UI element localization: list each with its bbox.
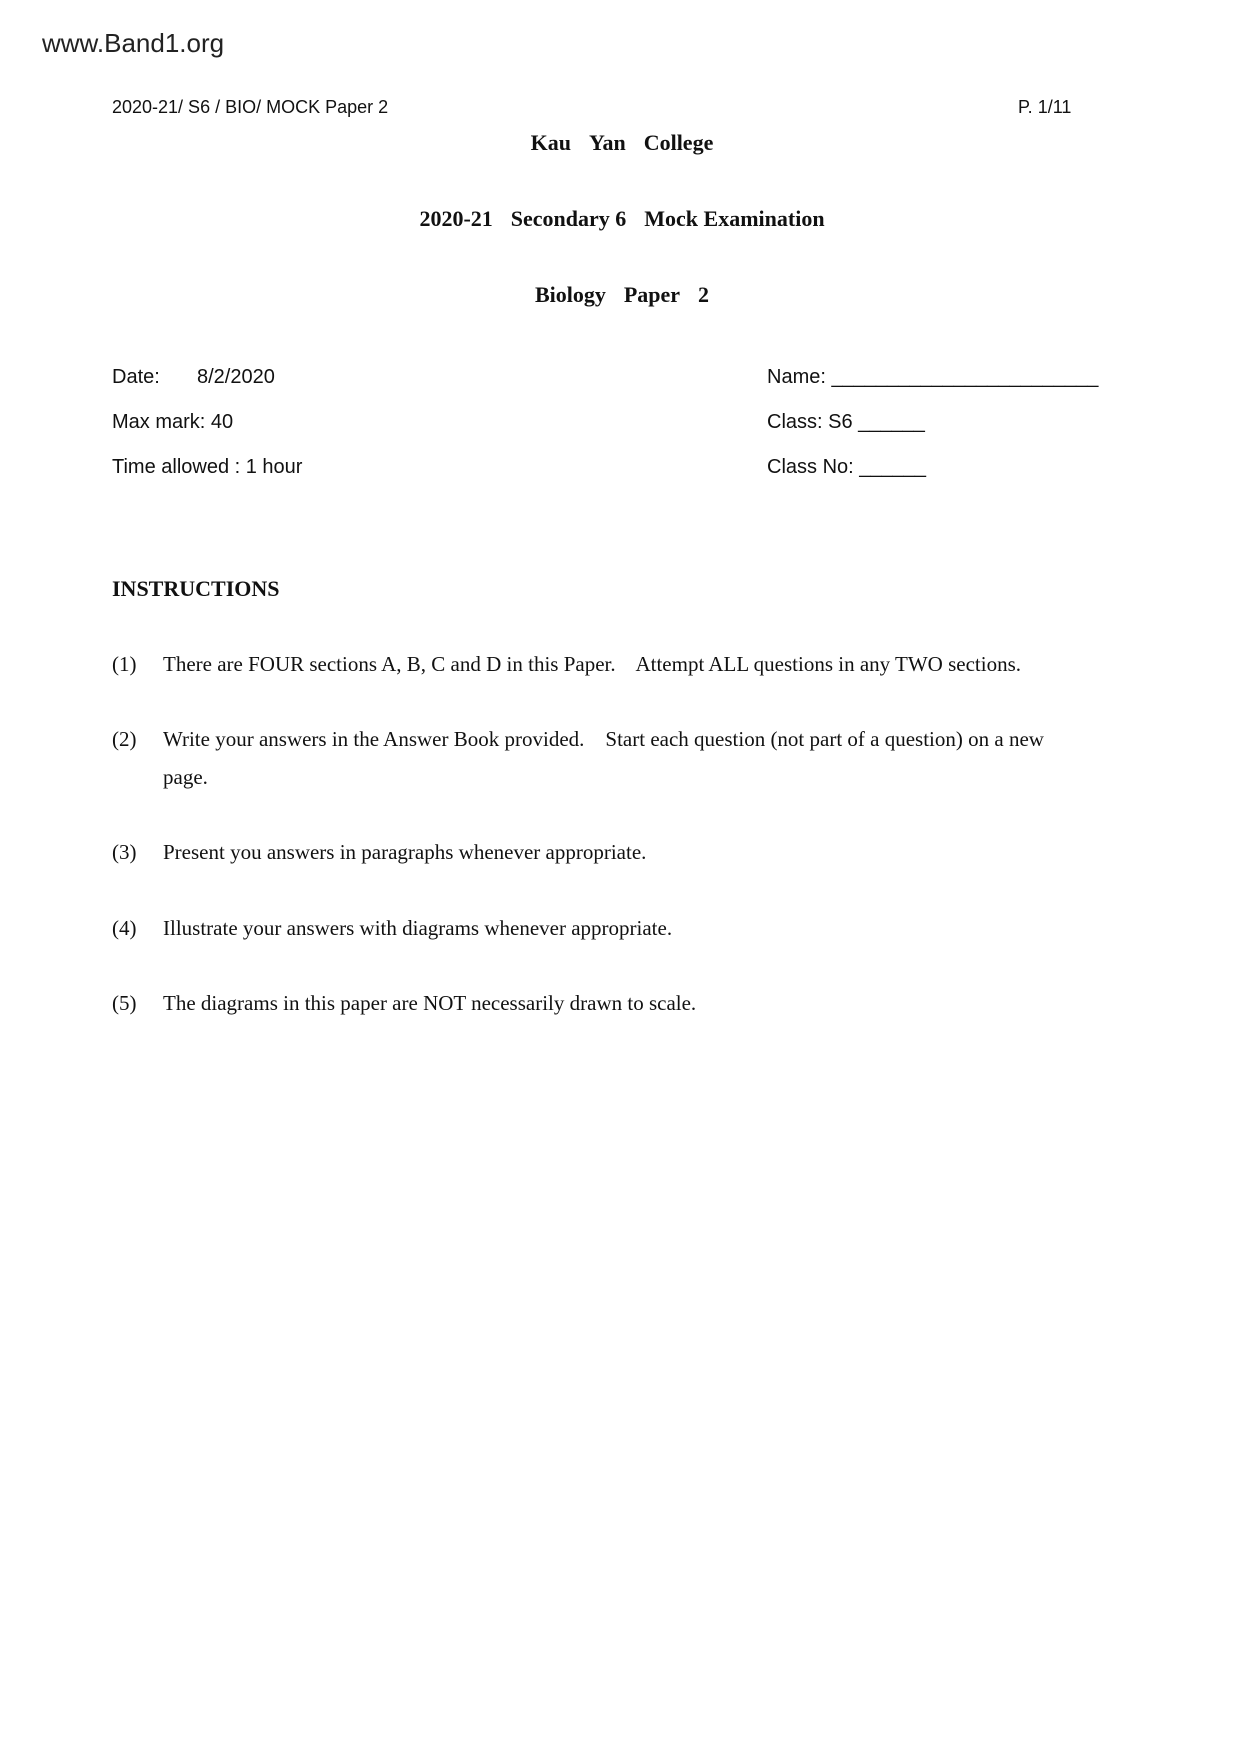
page-number: P. 1/11	[1018, 97, 1072, 117]
title-word: Kau	[530, 130, 571, 155]
title-word: 2	[698, 282, 710, 307]
class-no-field: Class No: ______	[767, 456, 926, 478]
instruction-text: Present you answers in paragraphs whenever appropriate.	[163, 840, 647, 864]
instruction-number: (2)	[112, 727, 137, 751]
watermark-text: www.Band1.org	[42, 28, 225, 58]
instruction-text: Write your answers in the Answer Book provided. Start each question (not part of a question) on a new	[163, 727, 1044, 751]
title-word: Paper	[623, 282, 681, 307]
title-word: College	[643, 130, 714, 155]
instruction-number: (1)	[112, 652, 137, 676]
title-word: Mock Examination	[644, 206, 825, 231]
time-allowed: Time allowed : 1 hour	[112, 456, 303, 478]
title-word: Biology	[534, 282, 606, 307]
instruction-number: (5)	[112, 991, 137, 1015]
name-field: Name: ________________________	[767, 366, 1099, 388]
instruction-text: Illustrate your answers with diagrams whenever appropriate.	[163, 916, 673, 940]
paper-code: 2020-21/ S6 / BIO/ MOCK Paper 2	[112, 97, 389, 117]
instruction-text: There are FOUR sections A, B, C and D in this Paper. Attempt ALL questions in any TWO sections.	[163, 652, 1021, 676]
title-word: Yan	[589, 130, 626, 155]
instruction-text: page.	[163, 765, 208, 789]
max-mark: Max mark: 40	[112, 411, 234, 433]
paper-title	[0, 282, 1240, 308]
exam-title	[0, 206, 1240, 232]
date-value: 8/2/2020	[197, 366, 275, 388]
instruction-number: (4)	[112, 916, 137, 940]
instruction-text: The diagrams in this paper are NOT necessarily drawn to scale.	[163, 991, 697, 1015]
instructions-heading: INSTRUCTIONS	[112, 576, 280, 601]
class-field: Class: S6 ______	[767, 411, 925, 433]
school-name	[0, 130, 1240, 156]
date-label: Date:	[112, 366, 160, 388]
title-word: Secondary 6	[510, 206, 627, 231]
instruction-number: (3)	[112, 840, 137, 864]
title-word: 2020-21	[419, 206, 493, 231]
